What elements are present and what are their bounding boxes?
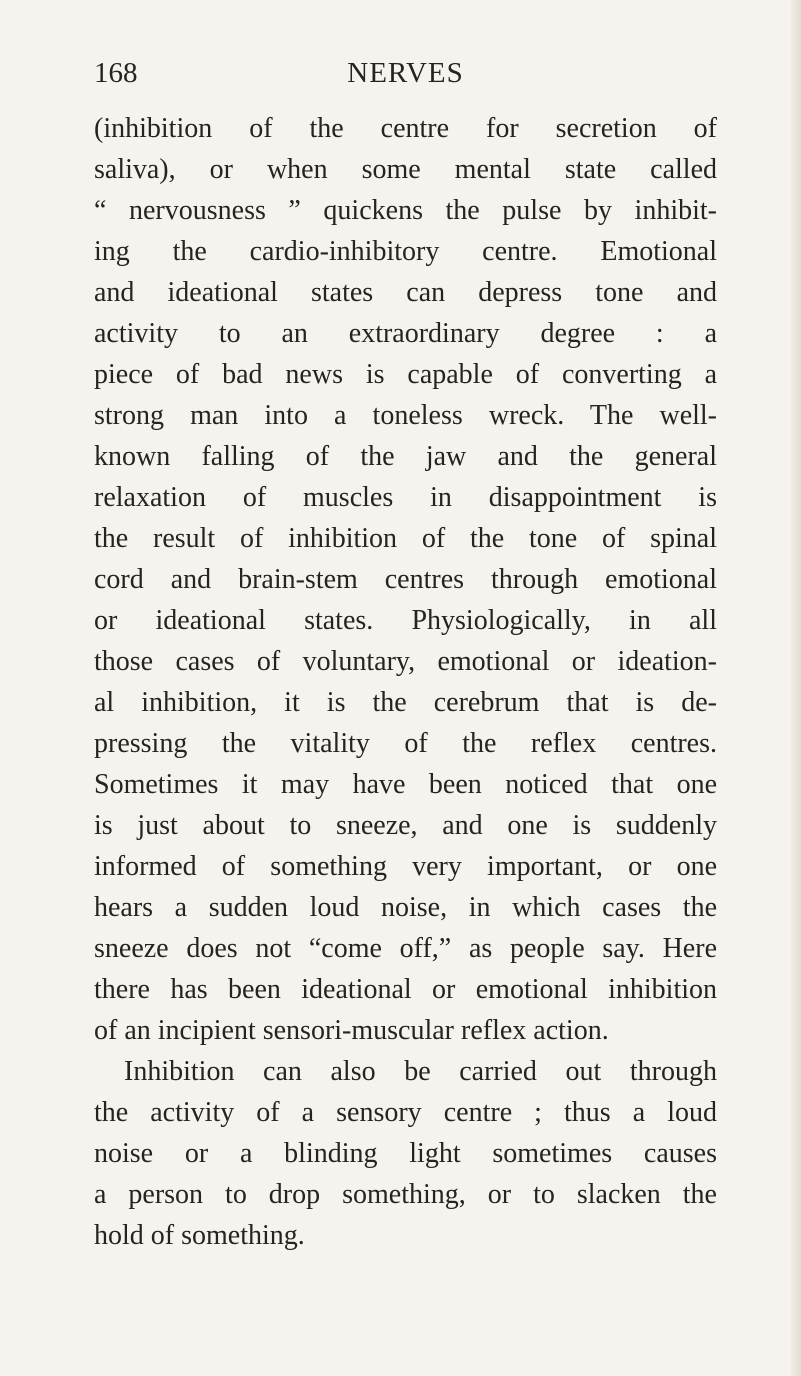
- text-line: al inhibition, it is the cerebrum that is de-: [94, 687, 717, 718]
- text-line: the activity of a sensory centre ; thus a loud: [94, 1097, 717, 1128]
- page-header: [94, 50, 717, 96]
- text-line: “ nervousness ” quickens the pulse by inhibit-: [94, 195, 717, 226]
- text-line: known falling of the jaw and the general: [94, 441, 717, 472]
- text-line: cord and brain-stem centres through emotional: [94, 564, 717, 595]
- running-head: NERVES: [347, 57, 464, 89]
- text-line: of an incipient sensori-muscular reflex action.: [94, 1015, 609, 1046]
- text-line: the result of inhibition of the tone of spinal: [94, 523, 717, 554]
- text-line: hears a sudden loud noise, in which cases the: [94, 892, 717, 923]
- body-text: [94, 108, 717, 1256]
- page-edge: [791, 0, 801, 1376]
- text-line: noise or a blinding light sometimes causes: [94, 1138, 717, 1169]
- text-line: or ideational states. Physiologically, in all: [94, 605, 717, 636]
- text-line: those cases of voluntary, emotional or ideation-: [94, 646, 717, 677]
- text-line: pressing the vitality of the reflex centres.: [94, 728, 717, 759]
- text-line: and ideational states can depress tone and: [94, 277, 717, 308]
- text-line: informed of something very important, or one: [94, 851, 717, 882]
- text-line: a person to drop something, or to slacken the: [94, 1179, 717, 1210]
- text-line: piece of bad news is capable of converting a: [94, 359, 717, 390]
- text-line: saliva), or when some mental state called: [94, 154, 717, 185]
- text-line: there has been ideational or emotional inhibition: [94, 974, 717, 1005]
- text-line: sneeze does not “come off,” as people say. Here: [94, 933, 717, 964]
- text-line: is just about to sneeze, and one is suddenly: [94, 810, 717, 841]
- text-line: Inhibition can also be carried out through: [124, 1056, 717, 1087]
- text-line: Sometimes it may have been noticed that one: [94, 769, 717, 800]
- text-line: activity to an extraordinary degree : a: [94, 318, 717, 349]
- text-line: relaxation of muscles in disappointment is: [94, 482, 717, 513]
- text-line: (inhibition of the centre for secretion of: [94, 113, 717, 144]
- text-line: ing the cardio-inhibitory centre. Emotional: [94, 236, 717, 267]
- text-line: hold of something.: [94, 1220, 305, 1251]
- page-number: 168: [94, 57, 138, 89]
- text-line: strong man into a toneless wreck. The well-: [94, 400, 717, 431]
